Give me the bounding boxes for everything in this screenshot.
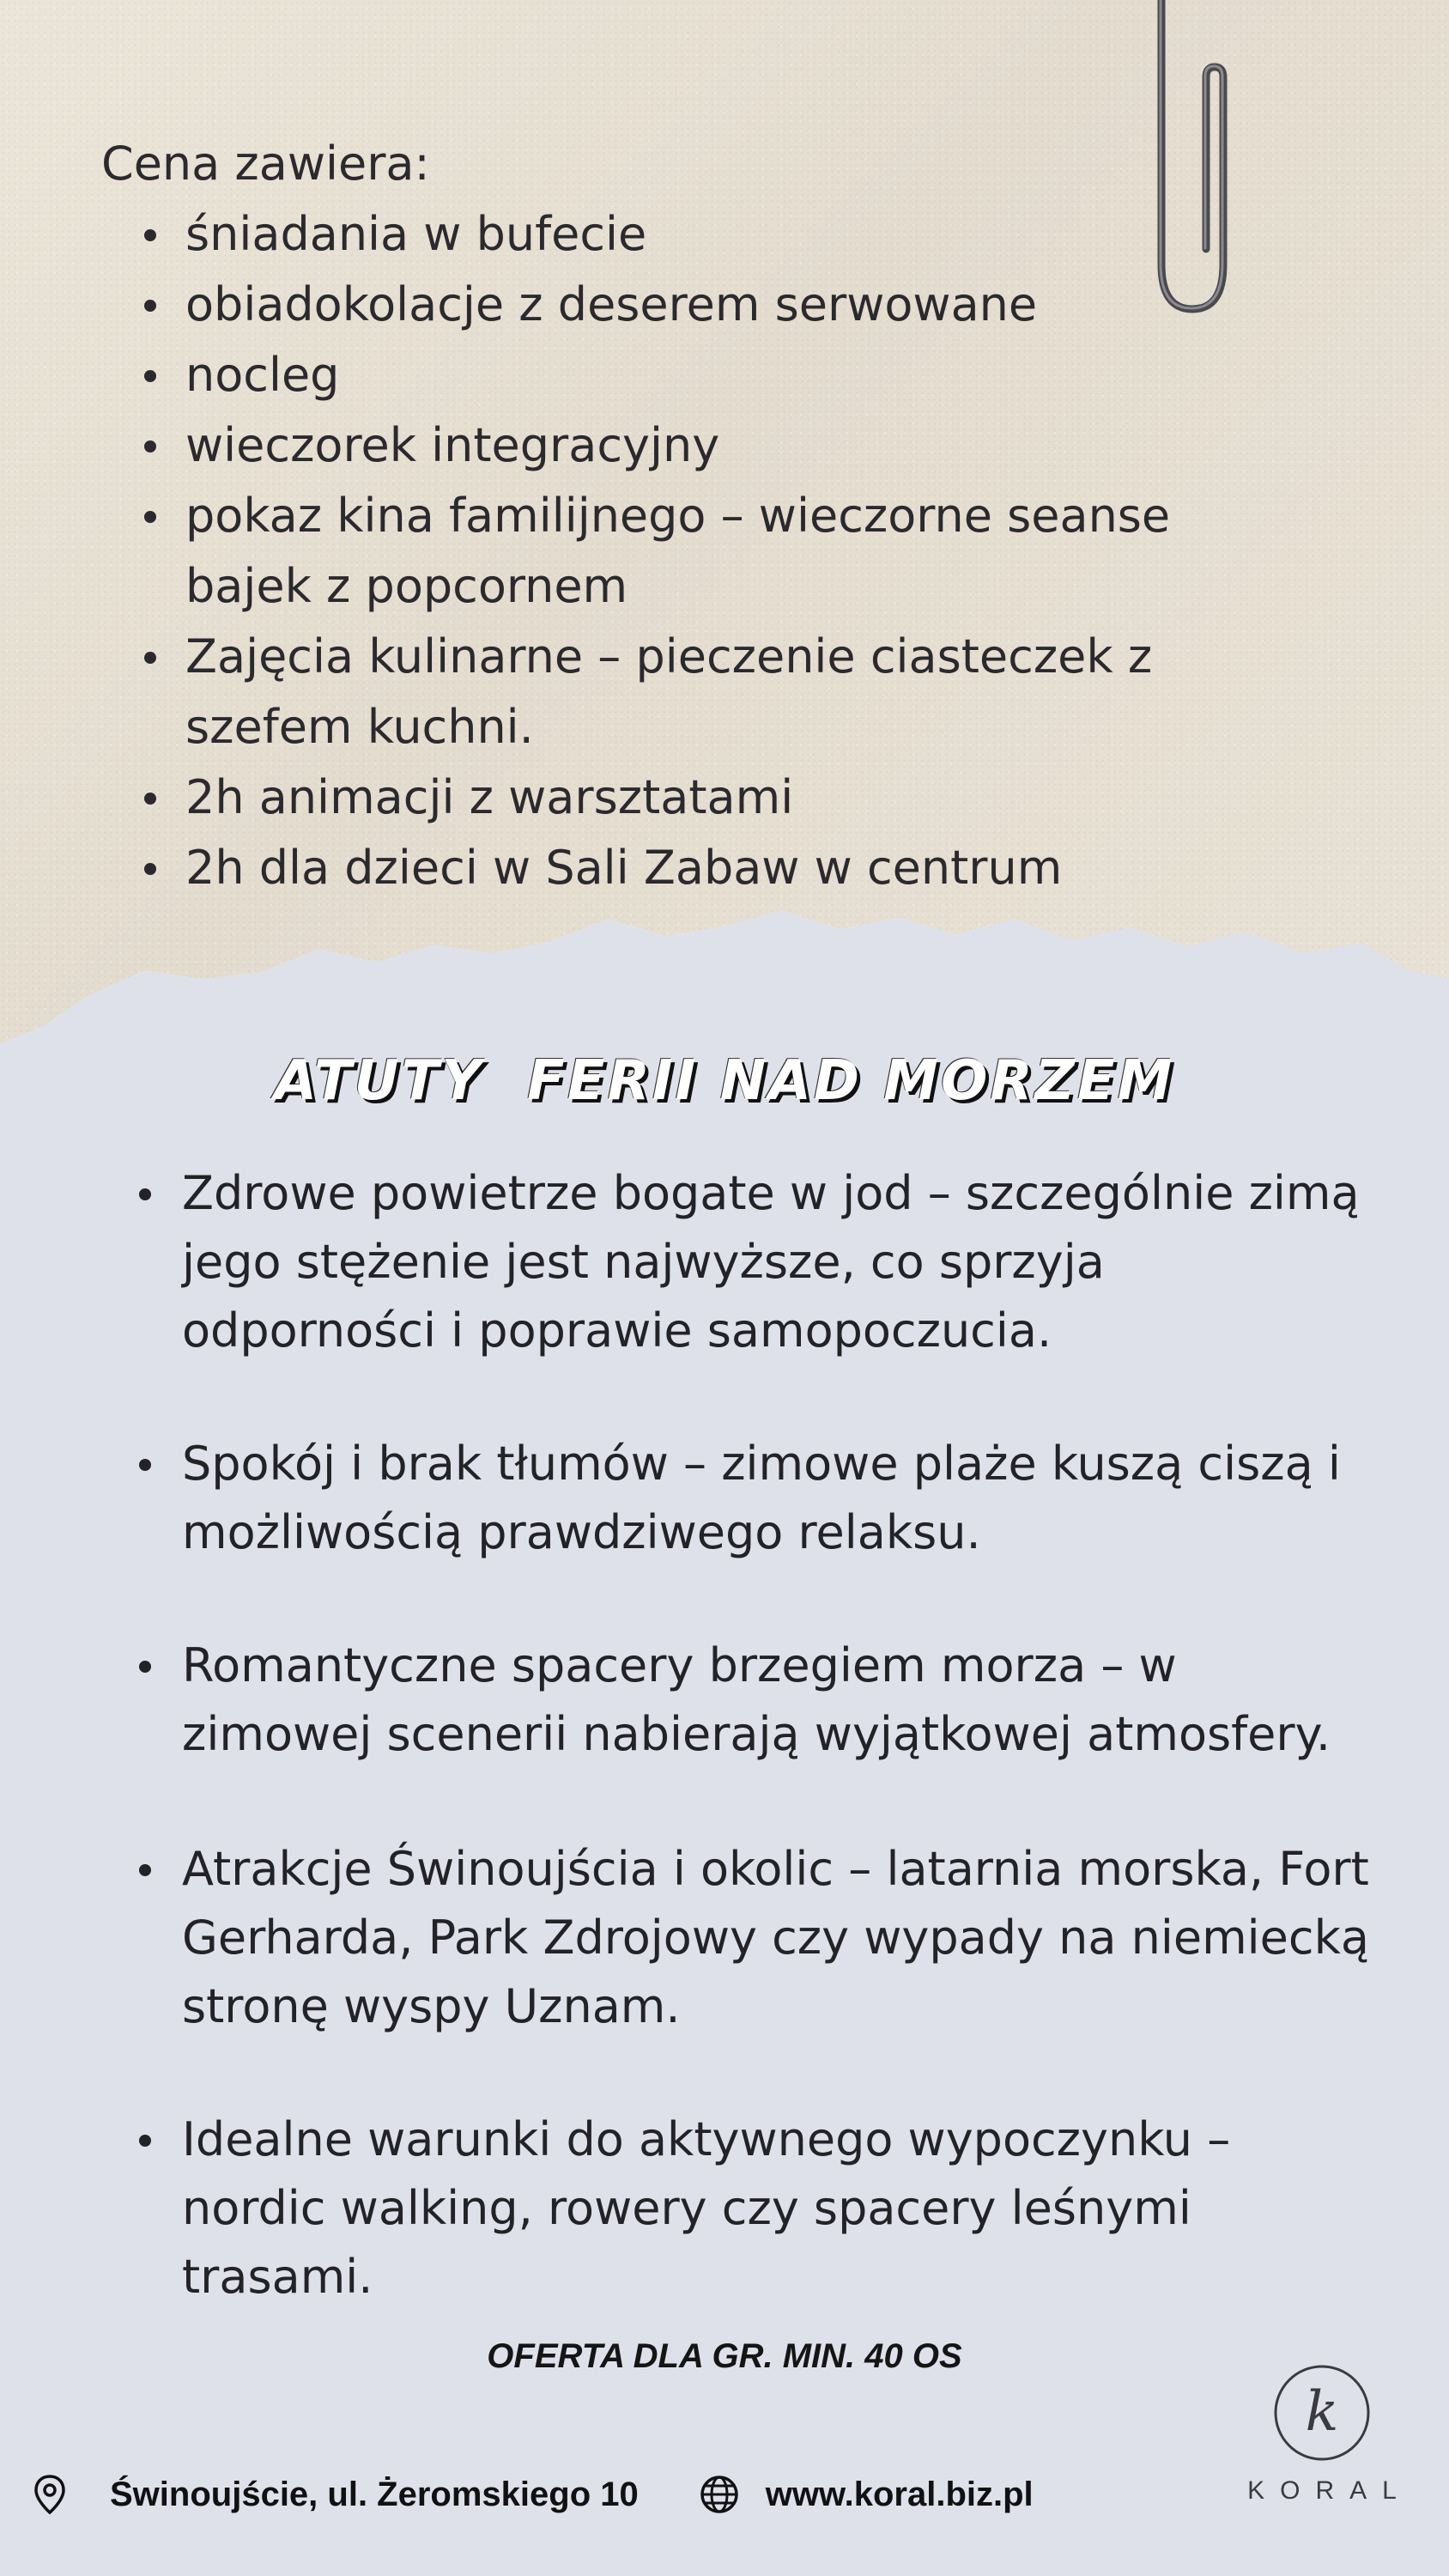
koral-logo-letter: k (1305, 2380, 1339, 2444)
price-includes-list (101, 199, 1303, 903)
list-item: 2h animacji z warsztatami (101, 762, 1303, 833)
list-item: obiadokolacje z deserem serwowane (101, 270, 1303, 340)
list-item: nocleg (101, 340, 1303, 410)
list-item: Atrakcje Świnoujścia i okolic – latarnia morska, Fort Gerharda, Park Zdrojowy czy wypady na niemiecką stronę wyspy Uznam. (136, 1835, 1372, 2041)
website-link[interactable]: www.koral.biz.pl (765, 2475, 1034, 2513)
benefits-heading-text: ATUTY FERII NAD MORZEM (274, 1049, 1175, 1113)
location-pin-icon (33, 2474, 67, 2515)
brand-name: KORAL (1247, 2476, 1412, 2505)
list-item: Romantyczne spacery brzegiem morza – w zimowej scenerii nabierają wyjątkowej atmosfery. (136, 1631, 1372, 1769)
list-item: śniadania w bufecie (101, 199, 1303, 270)
list-item: Idealne warunki do aktywnego wypoczynku – nordic walking, rowery czy spacery leśnymi trasami. (136, 2105, 1372, 2312)
price-includes-section (101, 129, 1303, 903)
list-item: Spokój i brak tłumów – zimowe plaże kuszą ciszą i możliwością prawdziwego relaksu. (136, 1430, 1372, 1567)
globe-icon (699, 2474, 740, 2515)
list-item: wieczorek integracyjny (101, 410, 1303, 481)
list-item: Zdrowe powietrze bogate w jod – szczególnie zimą jego stężenie jest najwyższe, co sprzyja odporności i poprawie samopoczucia. (136, 1159, 1372, 1365)
price-includes-title: Cena zawiera: (101, 137, 430, 191)
koral-logo-mark (1270, 2361, 1373, 2464)
group-offer-note: OFERTA DLA GR. MIN. 40 OS (487, 2337, 962, 2375)
list-item: pokaz kina familijnego – wieczorne seanse bajek z popcornem (101, 481, 1303, 622)
list-item: Zajęcia kulinarne – pieczenie ciasteczek z szefem kuchni. (101, 622, 1303, 762)
benefits-heading (0, 1049, 1449, 1113)
koral-logo (1228, 2361, 1416, 2506)
address-text: Świnoujście, ul. Żeromskiego 10 (110, 2475, 639, 2513)
benefits-list (136, 1159, 1372, 2376)
footer-contact (33, 2464, 1034, 2524)
list-item: 2h dla dzieci w Sali Zabaw w centrum (101, 833, 1303, 903)
